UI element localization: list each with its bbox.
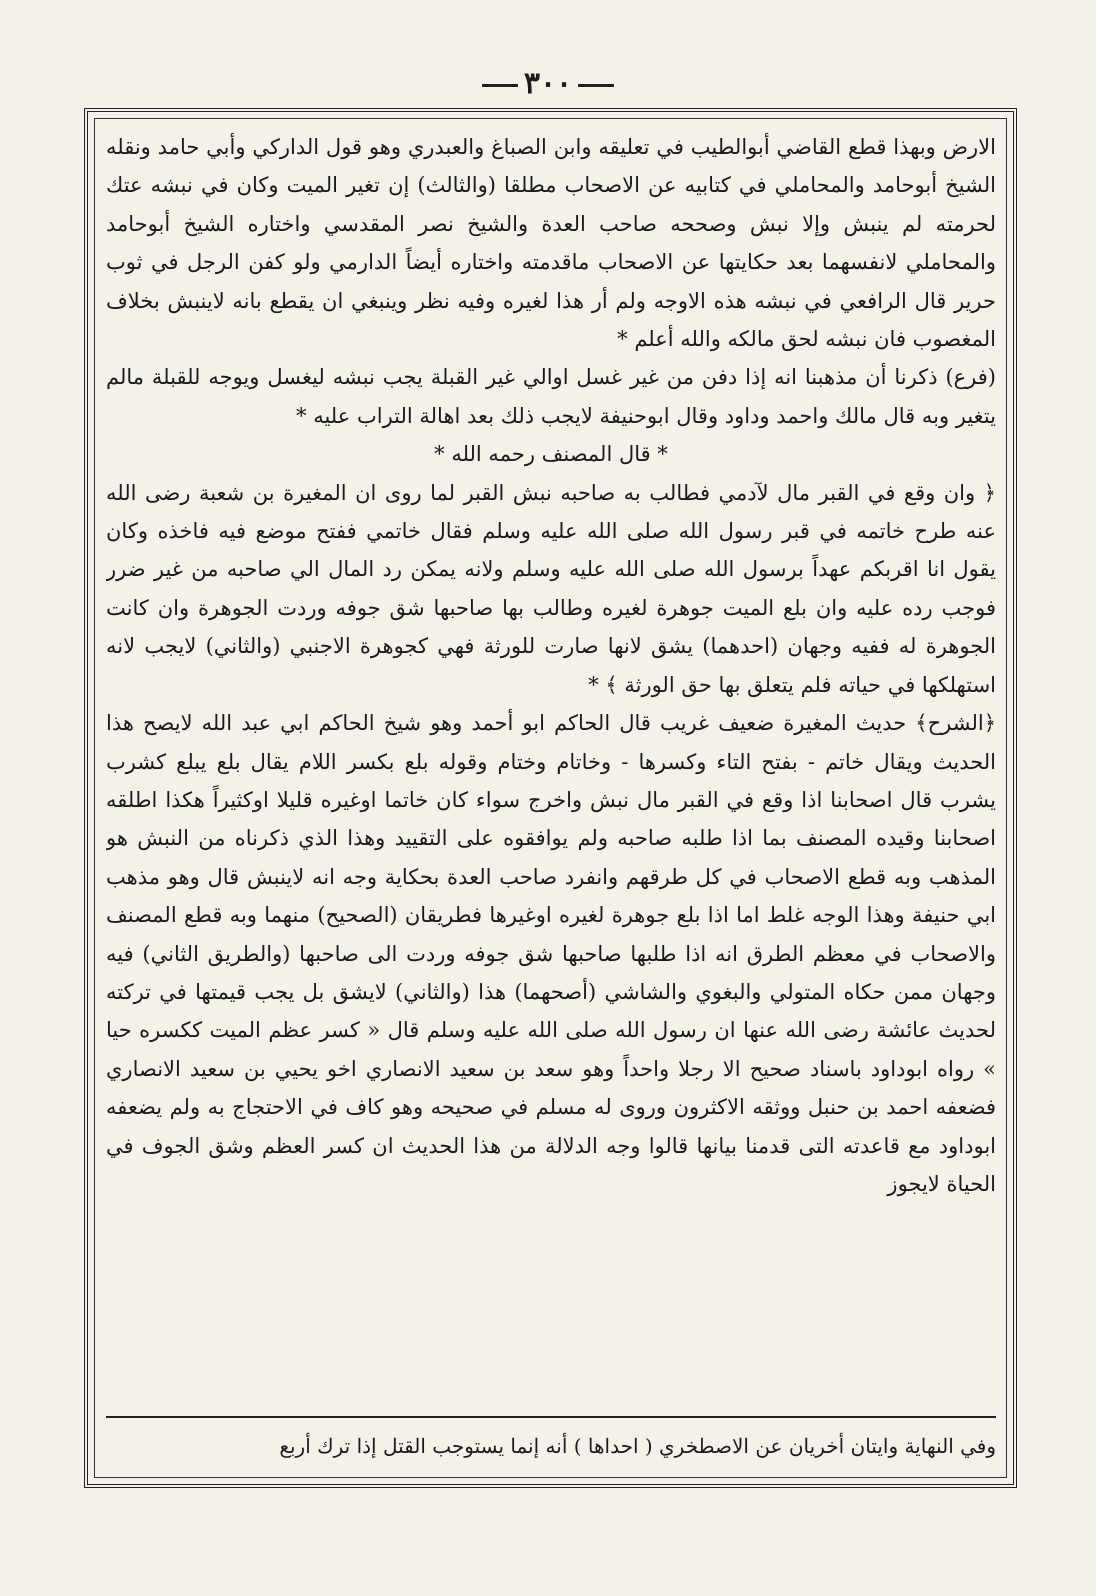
paragraph-2-furu: (فرع) ذكرنا أن مذهبنا انه إذا دفن من غير غسل اوالي غير القبلة يجب نبشه ليغسل ويوجه للقبلة مالم يتغير وبه قال مالك واحمد وداود وقال ابوحنيفة لايجب ذلك بعد اهالة التراب عليه * <box>106 365 996 428</box>
paragraph-1: الارض وبهذا قطع القاضي أبوالطيب في تعليقه وابن الصباغ والعبدري وهو قول الداركي وأبي حامد ونقله الشيخ أبوحامد والمحاملي في كتابيه عن الاصحاب مطلقا (والثالث) إن تغير الميت وكان في نبشه عتك لحرمته لم ينبش وإلا نبش وصححه صاحب العدة والشيخ نصر المقدسي واختاره الشيخ أبوحامد والمحاملي لانفسهما بعد حكايتها عن الاصحاب ماقدمته واختاره أيضاً الدارمي ولو كفن الرجل في ثوب حرير قال الرافعي في نبشه هذه الاوجه ولم أر هذا لغيره وفيه نظر وينبغي ان يقطع بانه لاينبش بخلاف المغصوب فان نبشه لحق مالكه والله أعلم * <box>106 135 996 352</box>
page-number-text: ٣٠٠ <box>523 66 573 101</box>
main-text <box>106 128 996 1418</box>
paragraph-3-author-heading: * قال المصنف رحمه الله * <box>434 442 668 467</box>
paragraph-4-matn: ﴿ وان وقع في القبر مال لآدمي فطالب به صاحبه نبش القبر لما روى ان المغيرة بن شعبة رضى الله عنه طرح خاتمه في قبر رسول الله صلى الله عليه وسلم فقال خاتمي ففتح موضع فيه فاخذه وكان يقول انا اقربكم عهداً برسول الله صلى الله عليه وسلم ولانه يمكن رد المال الي صاحبه من غير ضرر فوجب رده عليه وان بلع الميت جوهرة لغيره وطالب بها صاحبها شق جوفه وردت الجوهرة وان كانت الجوهرة له ففيه وجهان (احدهما) يشق لانها صارت للورثة فهي كجوهرة الاجنبي (والثاني) لايجب لانه استهلكها في حياته فلم يتعلق بها حق الورثة ﴾ * <box>106 480 996 697</box>
page-number <box>0 66 1096 101</box>
footnote: وفي النهاية وايتان أخريان عن الاصطخري ( احداها ) أنه إنما يستوجب القتل إذا ترك أربع <box>279 1434 996 1458</box>
page-number-dash-right <box>578 84 614 87</box>
footnote-divider <box>106 1416 996 1418</box>
page-number-dash-left <box>482 84 518 87</box>
paragraph-5-sharh: ﴿الشرح﴾ حديث المغيرة ضعيف غريب قال الحاكم ابو أحمد وهو شيخ الحاكم ابي عبد الله لايصح هذا الحديث ويقال خاتم - بفتح التاء وكسرها - وخاتام وختام وقوله بلع بكسر اللام يقال بلع يبلع كشرب يشرب قال اصحابنا اذا وقع في القبر مال نبش واخرج سواء كان خاتما اوغيره قليلا اوكثيراً هكذا اطلقه اصحابنا وقيده المصنف بما اذا طلبه صاحبه ولم يوافقوه على التقييد وهذا الذي ذكرناه من النبش هو المذهب وبه قطع الاصحاب في كل طرقهم وانفرد صاحب العدة بحكاية وجه انه لاينبش قال وهو مذهب ابي حنيفة وهذا الوجه غلط اما اذا بلع جوهرة لغيره اوغيرها فطريقان (الصحيح) منهما وبه قطع المصنف والاصحاب في معظم الطرق انه اذا طلبها صاحبها شق جوفه وردت الى صاحبها (والطريق الثاني) فيه وجهان ممن حكاه المتولي والبغوي والشاشي (أصحهما) هذا (والثاني) لايشق بل يجب قيمتها في تركته لحديث عائشة رضى الله عنها ان رسول الله صلى الله عليه وسلم قال « كسر عظم الميت ككسره حيا » رواه ابوداود باسناد صحيح الا رجلا واحداً وهو سعد بن سعيد الانصاري اخو يحيي بن سعيد الانصاري فضعفه احمد بن حنبل ووثقه الاكثرون وروى له مسلم في صحيحه وهو كاف في الاحتجاج به ولم يضعفه ابوداود مع قاعدته التى قدمنا بيانها قالوا وجه الدلالة من هذا الحديث ان كسر العظم وشق الجوف في الحياة لايجوز <box>106 711 996 1196</box>
